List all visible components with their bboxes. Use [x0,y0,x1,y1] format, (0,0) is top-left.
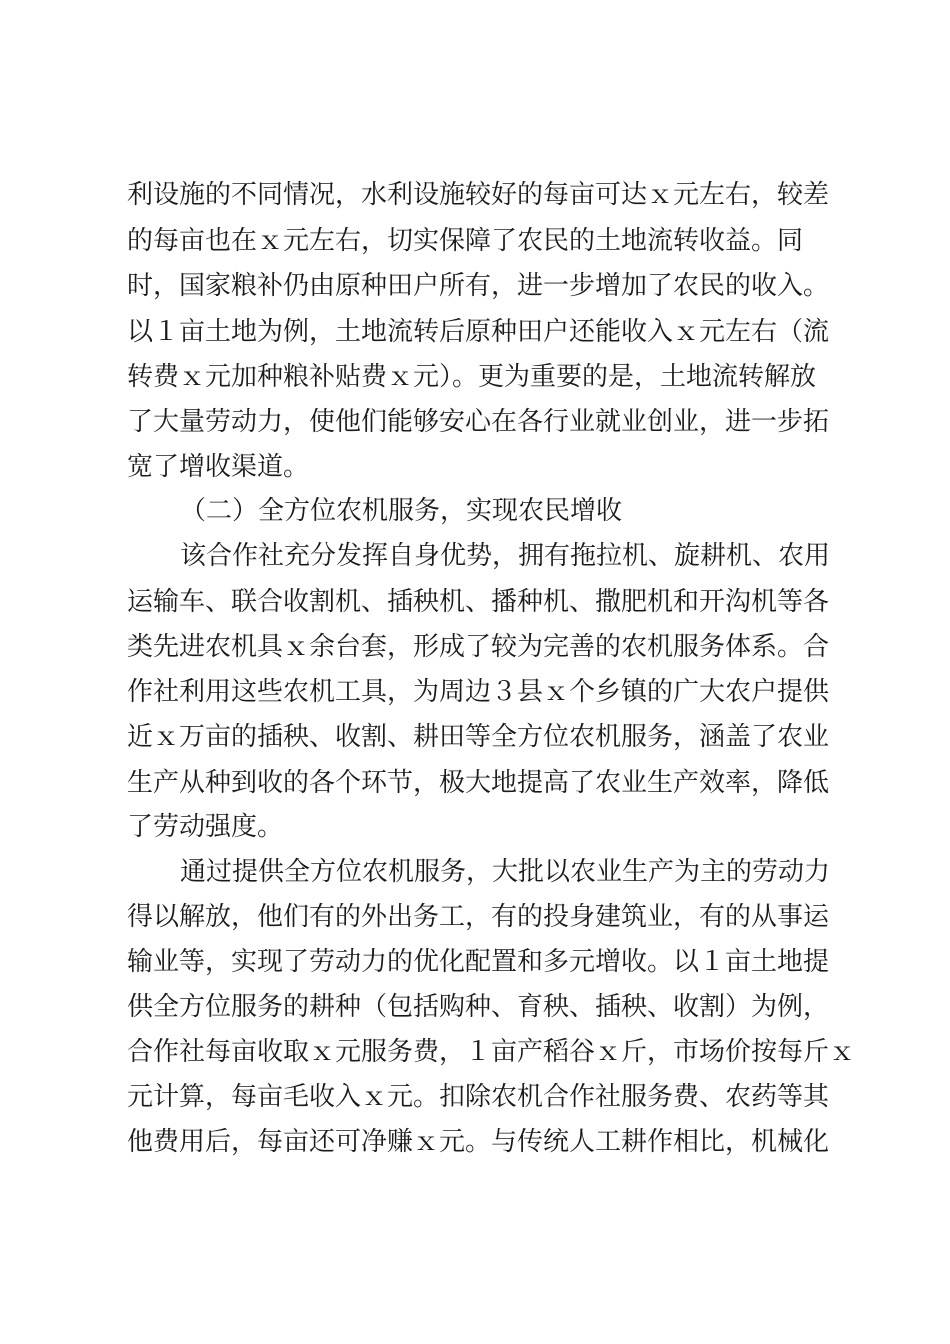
paragraph-1-line-3: 时，国家粮补仍由原种田户所有，进一步增加了农民的收入。 [127,271,830,301]
paragraph-3-line-7: 他费用后，每亩还可净赚ｘ元。与传统人工耕作相比，机械化 [127,1127,830,1157]
section-heading: （二）全方位农机服务，实现农民增收 [180,496,623,526]
paragraph-1-line-4: 以１亩土地为例，土地流转后原种田户还能收入ｘ元左右（流 [127,317,830,347]
paragraph-3-line-1: 通过提供全方位农机服务，大批以农业生产为主的劳动力 [180,857,831,887]
paragraph-2-line-5: 近ｘ万亩的插秧、收割、耕田等全方位农机服务，涵盖了农业 [127,722,830,752]
paragraph-3-line-4: 供全方位服务的耕种（包括购种、育秧、插秧、收割）为例， [127,992,830,1022]
paragraph-1-line-7: 宽了增收渠道。 [127,452,310,482]
paragraph-2-line-7: 了劳动强度。 [127,812,284,842]
paragraph-2-line-4: 作社利用这些农机工具，为周边３县ｘ个乡镇的广大农户提供 [127,677,830,707]
paragraph-1-line-6: 了大量劳动力，使他们能够安心在各行业就业创业，进一步拓 [127,407,830,437]
paragraph-2-line-2: 运输车、联合收割机、插秧机、播种机、撒肥机和开沟机等各 [127,587,830,617]
paragraph-3-line-2: 得以解放，他们有的外出务工，有的投身建筑业，有的从事运 [127,902,830,932]
paragraph-2-line-6: 生产从种到收的各个环节，极大地提高了农业生产效率，降低 [127,768,830,798]
paragraph-1-line-2: 的每亩也在ｘ元左右，切实保障了农民的土地流转收益。同 [127,226,804,256]
paragraph-3-line-6: 元计算，每亩毛收入ｘ元。扣除农机合作社服务费、农药等其 [127,1082,830,1112]
paragraph-2-line-1: 该合作社充分发挥自身优势，拥有拖拉机、旋耕机、农用 [180,541,831,571]
paragraph-3-line-3: 输业等，实现了劳动力的优化配置和多元增收。以１亩土地提 [127,947,830,977]
paragraph-1-line-5: 转费ｘ元加种粮补贴费ｘ元）。更为重要的是，土地流转解放 [127,362,817,392]
paragraph-2-line-3: 类先进农机具ｘ余台套，形成了较为完善的农机服务体系。合 [127,632,830,662]
paragraph-1-line-1: 利设施的不同情况，水利设施较好的每亩可达ｘ元左右，较差 [127,180,830,210]
paragraph-3-line-5: 合作社每亩收取ｘ元服务费，１亩产稻谷ｘ斤，市场价按每斤ｘ [127,1037,856,1067]
